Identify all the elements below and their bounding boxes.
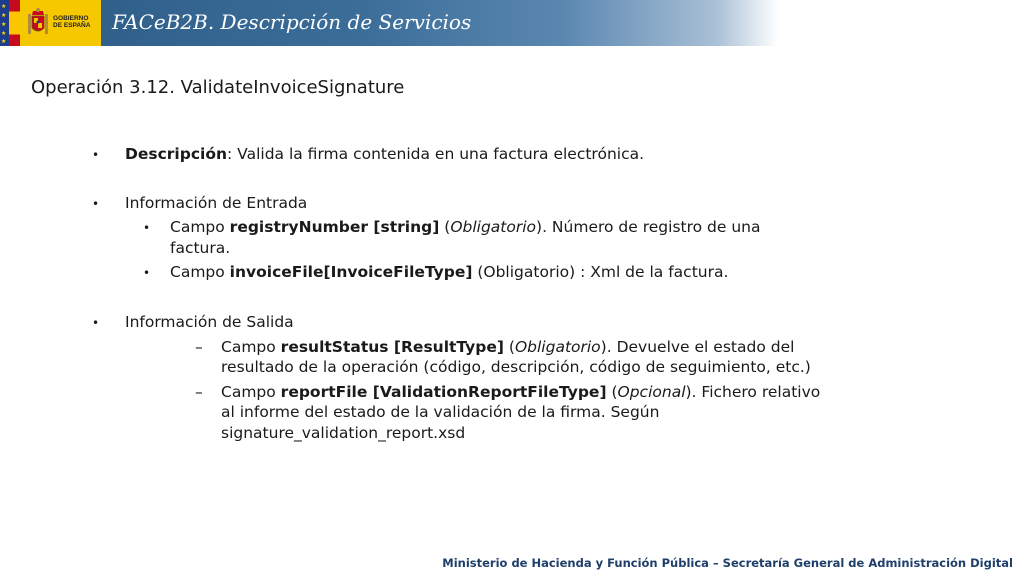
eu-stars-icon: ★ ★ ★ ★ ★: [0, 0, 9, 46]
header-title: FACeB2B. Descripción de Servicios: [112, 10, 472, 34]
field-prefix: Campo: [170, 263, 230, 281]
input-item-registry: [170, 217, 761, 237]
field-desc-line1: ). Fichero relativo: [685, 383, 821, 401]
field-name: invoiceFile[InvoiceFileType]: [229, 263, 473, 281]
bullet-icon: •: [92, 148, 100, 162]
bullet-icon: •: [92, 316, 100, 330]
dash-icon: –: [195, 383, 203, 401]
input-heading: Información de Entrada: [125, 194, 308, 212]
output-item-resultstatus-cont: resultado de la operación (código, descripción, código de seguimiento, etc.): [221, 358, 811, 376]
output-heading: Información de Salida: [125, 313, 294, 331]
output-item-reportfile-cont2: signature_validation_report.xsd: [221, 424, 466, 442]
logo-text: [53, 15, 99, 29]
description-label: Descripción: [125, 145, 228, 163]
output-item-reportfile-cont1: al informe del estado de la validación de la firma. Según: [221, 403, 660, 421]
field-desc-line1: ). Devuelve el estado del: [600, 338, 795, 356]
logo-text-line2: DE ESPAÑA: [53, 22, 91, 29]
bullet-icon: •: [143, 266, 151, 280]
field-requirement: Obligatorio: [450, 218, 537, 236]
description-item: [125, 144, 644, 164]
output-item-reportfile: [221, 382, 820, 402]
field-requirement: Obligatorio: [514, 338, 601, 356]
description-text: : Valida la firma contenida en una factura electrónica.: [227, 145, 645, 163]
field-name: resultStatus [ResultType]: [280, 338, 504, 356]
field-name: registryNumber [string]: [229, 218, 440, 236]
input-item-registry-cont: factura.: [170, 239, 231, 257]
field-mid: (: [503, 338, 515, 356]
input-item-invoicefile: [170, 262, 728, 282]
page-title: Operación 3.12. ValidateInvoiceSignature: [31, 77, 405, 98]
bullet-icon: •: [92, 197, 100, 211]
field-desc-line1: (Obligatorio) : Xml de la factura.: [472, 263, 729, 281]
footer-text: Ministerio de Hacienda y Función Pública – Secretaría General de Administración Digital: [442, 556, 1013, 570]
field-desc-line1: ). Número de registro de una: [536, 218, 761, 236]
field-prefix: Campo: [170, 218, 230, 236]
dash-icon: –: [195, 338, 203, 356]
coat-of-arms-icon: [26, 6, 50, 40]
field-mid: (: [439, 218, 451, 236]
logo-text-line1: GOBIERNO: [53, 15, 89, 22]
logo: [0, 0, 101, 46]
field-prefix: Campo: [221, 338, 281, 356]
header-banner: [0, 0, 1024, 46]
bullet-icon: •: [143, 221, 151, 235]
field-prefix: Campo: [221, 383, 281, 401]
field-name: reportFile [ValidationReportFileType]: [280, 383, 607, 401]
field-requirement: Opcional: [617, 383, 686, 401]
government-logo: [20, 0, 101, 46]
output-item-resultstatus: [221, 337, 794, 357]
field-mid: (: [606, 383, 618, 401]
